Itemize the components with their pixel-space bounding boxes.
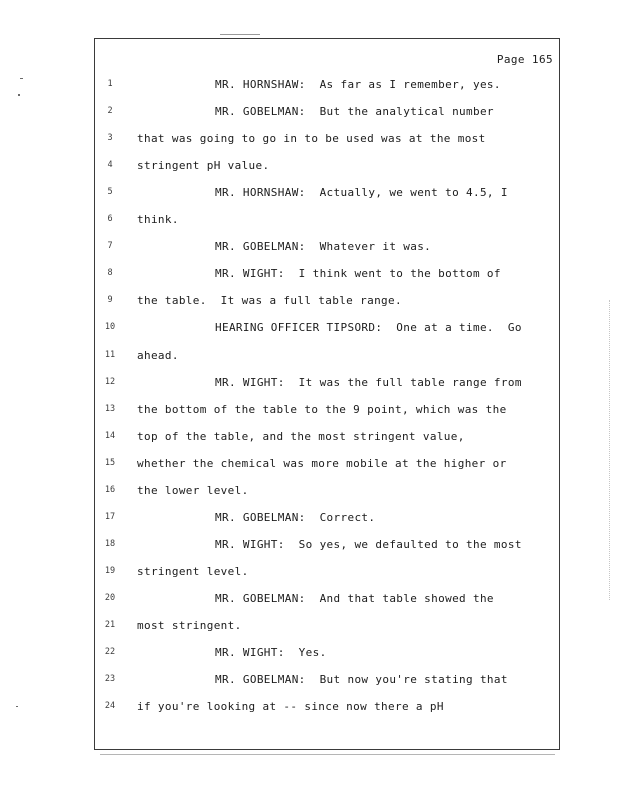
line-number: 1 bbox=[107, 79, 113, 89]
transcript-line bbox=[95, 239, 561, 259]
line-text: MR. WIGHT: I think went to the bottom of bbox=[215, 267, 501, 281]
transcript-line bbox=[95, 104, 561, 124]
transcript-line bbox=[95, 510, 561, 530]
transcript-line bbox=[95, 402, 561, 422]
transcript-line bbox=[95, 591, 561, 611]
line-number: 5 bbox=[107, 187, 113, 198]
line-text: MR. HORNSHAW: Actually, we went to 4.5, I bbox=[215, 186, 508, 200]
line-text: think. bbox=[137, 213, 179, 227]
transcript-line bbox=[95, 456, 561, 476]
page-number: Page 165 bbox=[496, 53, 553, 66]
line-text: MR. WIGHT: It was the full table range from bbox=[215, 375, 522, 389]
line-text: that was going to go in to be used was at the most bbox=[137, 132, 486, 146]
line-text: stringent pH value. bbox=[137, 159, 270, 173]
line-number: 19 bbox=[104, 565, 116, 576]
line-number: 22 bbox=[104, 647, 116, 658]
line-number: 14 bbox=[104, 430, 116, 441]
transcript-line bbox=[95, 564, 561, 584]
line-text: MR. GOBELMAN: Whatever it was. bbox=[215, 240, 432, 254]
transcript-line bbox=[95, 77, 561, 97]
line-text: MR. GOBELMAN: Correct. bbox=[215, 510, 376, 524]
transcript-line bbox=[95, 131, 561, 151]
line-number: 15 bbox=[104, 457, 116, 468]
transcript-line bbox=[95, 320, 561, 340]
line-text: if you're looking at -- since now there a pH bbox=[137, 700, 444, 714]
line-number: 4 bbox=[107, 160, 113, 171]
line-number: 11 bbox=[104, 349, 116, 360]
transcript-line bbox=[95, 645, 561, 665]
line-number: 8 bbox=[107, 268, 113, 279]
line-number: 12 bbox=[104, 376, 116, 387]
line-text: the table. It was a full table range. bbox=[137, 294, 402, 308]
transcript-line bbox=[95, 212, 561, 232]
margin-speck bbox=[20, 78, 23, 79]
line-number: 21 bbox=[104, 620, 116, 630]
line-text: MR. GOBELMAN: But the analytical number bbox=[215, 105, 494, 119]
transcript-line bbox=[95, 483, 561, 503]
line-text: whether the chemical was more mobile at the higher or bbox=[137, 456, 507, 470]
line-number: 24 bbox=[104, 701, 116, 712]
margin-speck bbox=[16, 706, 18, 707]
transcript-line bbox=[95, 348, 561, 368]
transcript-line bbox=[95, 185, 561, 205]
transcript-line bbox=[95, 618, 561, 638]
line-number: 20 bbox=[104, 592, 116, 603]
line-text: ahead. bbox=[137, 348, 179, 362]
line-text: MR. WIGHT: So yes, we defaulted to the most bbox=[215, 537, 522, 551]
line-text: MR. HORNSHAW: As far as I remember, yes. bbox=[215, 78, 501, 91]
line-number: 2 bbox=[107, 106, 113, 117]
line-number: 16 bbox=[104, 484, 116, 495]
line-text: MR. WIGHT: Yes. bbox=[215, 646, 327, 660]
transcript-page bbox=[94, 38, 560, 750]
line-text: MR. GOBELMAN: But now you're stating that bbox=[215, 673, 508, 687]
line-number: 7 bbox=[107, 241, 113, 252]
transcript-line bbox=[95, 537, 561, 557]
line-text: MR. GOBELMAN: And that table showed the bbox=[215, 591, 494, 605]
scan-artifact-margin bbox=[608, 300, 610, 600]
line-number: 6 bbox=[107, 214, 113, 225]
line-text: the lower level. bbox=[137, 483, 249, 497]
line-number: 23 bbox=[104, 674, 116, 685]
line-text: most stringent. bbox=[137, 619, 242, 632]
line-number: 9 bbox=[107, 295, 113, 306]
line-number: 3 bbox=[107, 133, 113, 144]
transcript-line bbox=[95, 672, 561, 692]
line-number: 18 bbox=[104, 538, 116, 549]
transcript-line bbox=[95, 293, 561, 313]
line-text: stringent level. bbox=[137, 564, 249, 578]
transcript-line bbox=[95, 429, 561, 449]
margin-speck bbox=[18, 94, 20, 96]
line-text: the bottom of the table to the 9 point, which was the bbox=[137, 402, 507, 416]
transcript-line bbox=[95, 699, 561, 719]
scan-artifact-bottom bbox=[100, 754, 555, 755]
line-text: HEARING OFFICER TIPSORD: One at a time. Go bbox=[215, 321, 522, 335]
line-text: top of the table, and the most stringent value, bbox=[137, 429, 465, 443]
transcript-line bbox=[95, 375, 561, 395]
transcript-line bbox=[95, 158, 561, 178]
line-number: 10 bbox=[104, 322, 116, 333]
scan-artifact-top bbox=[220, 34, 260, 35]
line-number: 13 bbox=[104, 403, 116, 414]
line-number: 17 bbox=[104, 511, 116, 522]
transcript-line bbox=[95, 266, 561, 286]
